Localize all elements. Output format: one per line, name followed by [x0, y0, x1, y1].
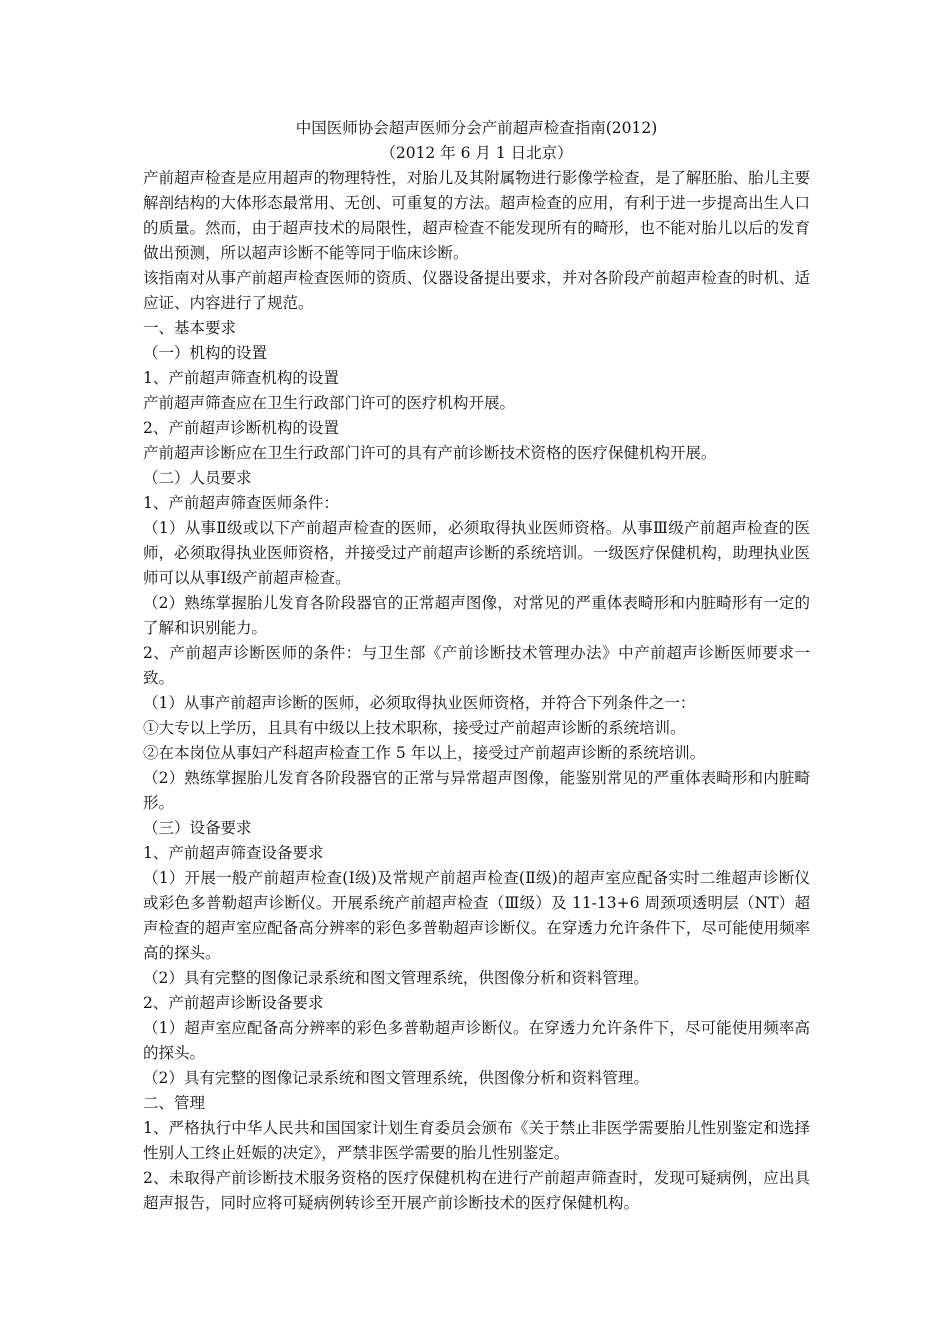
- body-paragraph: （2）具有完整的图像记录系统和图文管理系统，供图像分析和资料管理。: [143, 969, 649, 987]
- body-paragraph: 2、未取得产前诊断技术服务资格的医疗保健机构在进行产前超声筛查时，发现可疑病例，应出具超声报告，同时应将可疑病例转诊至开展产前诊断技术的医疗保健机构。: [143, 1169, 810, 1212]
- subsection-heading-equipment: （三）设备要求: [143, 819, 252, 837]
- body-paragraph: （1）开展一般产前超声检查(Ⅰ级)及常规产前超声检查(Ⅱ级)的超声室应配备实时二维超声诊断仪或彩色多普勒超声诊断仪。开展系统产前超声检查（Ⅲ级）及 11-13+6 周颈项透明层（NT）超声检查的超声室应配备高分辨率的彩色多普勒超声诊断仪。在穿透力允许条件下，尽可能使用频率高的探头。: [143, 869, 810, 962]
- body-paragraph: （2）熟练掌握胎儿发育各阶段器官的正常与异常超声图像，能鉴别常见的严重体表畸形和内脏畸形。: [143, 769, 810, 812]
- document-subtitle: （2012 年 6 月 1 日北京）: [380, 144, 573, 162]
- item-heading-screening-physician: 1、产前超声筛查医师条件：: [143, 494, 339, 512]
- subsection-heading-institution: （一）机构的设置: [143, 344, 268, 362]
- document-title: 中国医师协会超声医师分会产前超声检查指南(2012): [295, 119, 658, 137]
- document-page: [143, 116, 810, 1216]
- body-paragraph: （1）从事Ⅱ级或以下产前超声检查的医师，必须取得执业医师资格。从事Ⅲ级产前超声检查的医师，必须取得执业医师资格，并接受过产前超声诊断的系统培训。一级医疗保健机构，助理执业医师可以从事Ⅰ级产前超声检查。: [143, 519, 810, 587]
- item-heading-screening-equipment: 1、产前超声筛查设备要求: [143, 844, 324, 862]
- body-paragraph: （1）超声室应配备高分辨率的彩色多普勒超声诊断仪。在穿透力允许条件下，尽可能使用频率高的探头。: [143, 1019, 810, 1062]
- item-heading-diagnosis-institution: 2、产前超声诊断机构的设置: [143, 419, 339, 437]
- scope-paragraph: 该指南对从事产前超声检查医师的资质、仪器设备提出要求，并对各阶段产前超声检查的时机、适应证、内容进行了规范。: [143, 269, 810, 312]
- body-paragraph: ①大专以上学历，且具有中级以上技术职称，接受过产前超声诊断的系统培训。: [143, 719, 686, 737]
- body-paragraph: 产前超声诊断应在卫生行政部门许可的具有产前诊断技术资格的医疗保健机构开展。: [143, 444, 717, 462]
- item-heading-screening-institution: 1、产前超声筛查机构的设置: [143, 369, 339, 387]
- section-heading-basic-requirements: 一、基本要求: [143, 319, 237, 337]
- body-paragraph: 1、严格执行中华人民共和国国家计划生育委员会颁布《关于禁止非医学需要胎儿性别鉴定和选择性别人工终止妊娠的决定》，严禁非医学需要的胎儿性别鉴定。: [143, 1119, 810, 1162]
- item-heading-diagnosis-equipment: 2、产前超声诊断设备要求: [143, 994, 324, 1012]
- body-paragraph: ②在本岗位从事妇产科超声检查工作 5 年以上，接受过产前超声诊断的系统培训。: [143, 744, 706, 762]
- body-paragraph: 产前超声筛查应在卫生行政部门许可的医疗机构开展。: [143, 394, 516, 412]
- subsection-heading-personnel: （二）人员要求: [143, 469, 252, 487]
- section-heading-management: 二、管理: [143, 1094, 206, 1112]
- intro-paragraph: 产前超声检查是应用超声的物理特性，对胎儿及其附属物进行影像学检查，是了解胚胎、胎儿主要解剖结构的大体形态最常用、无创、可重复的方法。超声检查的应用，有利于进一步提高出生人口的质量。然而，由于超声技术的局限性，超声检查不能发现所有的畸形，也不能对胎儿以后的发育做出预测，所以超声诊断不能等同于临床诊断。: [143, 169, 810, 262]
- body-paragraph: （2）熟练掌握胎儿发育各阶段器官的正常超声图像，对常见的严重体表畸形和内脏畸形有一定的了解和识别能力。: [143, 594, 810, 637]
- item-heading-diagnosis-physician: 2、产前超声诊断医师的条件：与卫生部《产前诊断技术管理办法》中产前超声诊断医师要求一致。: [143, 644, 810, 687]
- body-paragraph: （1）从事产前超声诊断的医师，必须取得执业医师资格，并符合下列条件之一：: [143, 694, 696, 712]
- body-paragraph: （2）具有完整的图像记录系统和图文管理系统，供图像分析和资料管理。: [143, 1069, 649, 1087]
